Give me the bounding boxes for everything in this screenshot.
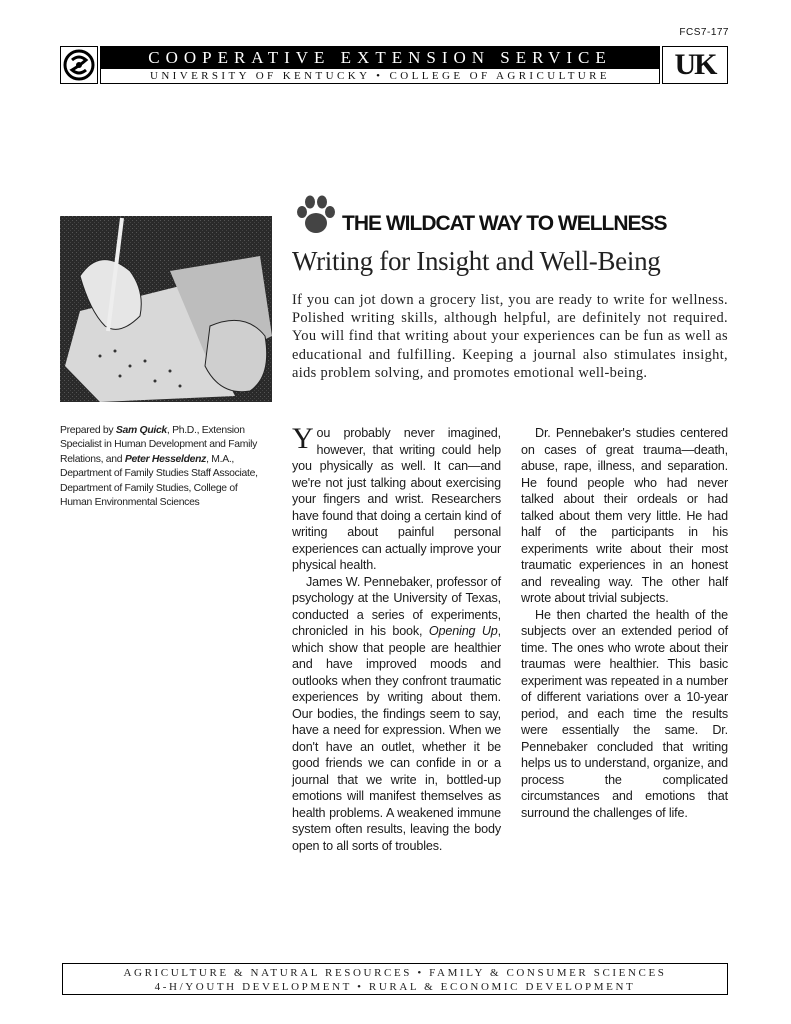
- author-name: Peter Hesseldenz: [124, 453, 207, 465]
- org-name: COOPERATIVE EXTENSION SERVICE: [101, 47, 659, 69]
- header-banner: [100, 46, 660, 84]
- paragraph-text: James W. Pennebaker, professor of psychology at the University of Texas, conducted a series of experiments, chronicled in his book,: [292, 574, 501, 638]
- author-byline: [60, 424, 270, 510]
- byline-prefix: Prepared by: [60, 425, 116, 436]
- author-name: Sam Quick: [115, 425, 167, 436]
- book-title: Opening Up: [428, 624, 498, 638]
- document-code: FCS7-177: [679, 27, 729, 38]
- writing-hand-photo: [60, 216, 272, 402]
- section-title: THE WILDCAT WAY TO WELLNESS: [342, 212, 667, 235]
- intro-paragraph: If you can jot down a grocery list, you are ready to write for wellness. Polished writing skills, although helpful, are definitely not required. You will find that writing about your experiences can be fun as well as educational and fulfilling. Keeping a journal also stimulates insight, aids problem solving, and promotes emotional well-being.: [292, 292, 728, 381]
- footer-banner: [62, 963, 728, 995]
- article-paragraph: He then charted the health of the subjects over an extended period of time. The ones who wrote about their traumas were healthier. This basic experiment was repeated in a number of different variations over a 10-year period, and each time the results were essentially the same. Dr. Pennebaker concluded that writing helps us to understand, organize, and process the complicated circumstances and emotions that surround the challenges of life.: [521, 607, 728, 820]
- article-paragraph: [292, 422, 501, 574]
- wildcat-paw-icon: [292, 192, 338, 238]
- article-column-1: [292, 422, 501, 854]
- footer-line: 4-H/YOUTH DEVELOPMENT • RURAL & ECONOMIC DEVELOPMENT: [154, 981, 636, 993]
- paragraph-text: , which show that people are healthier and have improved moods and outlooks when they confront traumatic experiences by writing about them. Our bodies, the findings seem to say, have a need for expression. When we don't have an outlet, whether it be good friends we can confide in or a journal that we write in, bottled-up emotions will manifest themselves as health problems. A weakened immune system often results, leaving the body open to all sorts of troubles.: [292, 624, 501, 853]
- paragraph-text: ou probably never imagined, however, that writing could help you physically as well. It can—and we're not just talking about exercising your fingers and wrist. Researchers have found that doing a certain kind of writing about painful personal experiences can actually improve your physical health.: [292, 426, 501, 572]
- page-title: Writing for Insight and Well-Being: [292, 246, 661, 276]
- article-column-2: [521, 425, 728, 821]
- byline-suffix: , M.A., Department of Family Studies Staff Associate, Department of Family Studies, College of Human Environmental Sciences: [60, 453, 258, 509]
- article-paragraph: Dr. Pennebaker's studies centered on cases of great trauma—death, abuse, rape, illness, and separation. He found people who had never talked about their ordeals or had talked about them very little. He had half of the participants in his experiments write about their most traumatic experiences in an honest and revealing way. The other half wrote about trivial subjects.: [521, 426, 728, 605]
- org-affiliation: UNIVERSITY OF KENTUCKY • COLLEGE OF AGRICULTURE: [149, 70, 611, 82]
- extension-service-logo: [60, 46, 98, 84]
- article-paragraph: [292, 574, 501, 855]
- uk-logo: UK: [662, 46, 728, 84]
- drop-cap: Y: [292, 422, 314, 455]
- byline-middle: , Ph.D., Extension Specialist in Human Development and Family Relations, and: [60, 425, 258, 465]
- footer-line: AGRICULTURE & NATURAL RESOURCES • FAMILY & CONSUMER SCIENCES: [123, 967, 667, 979]
